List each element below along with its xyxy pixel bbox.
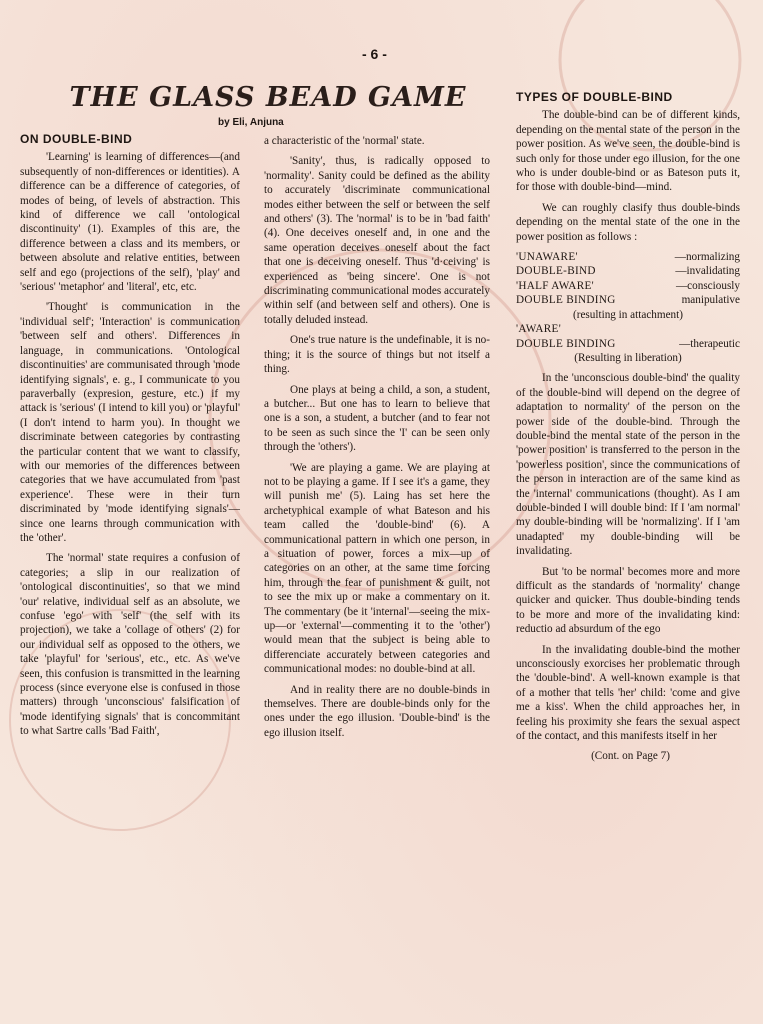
paragraph: The 'normal' state requires a confusion of categories; a slip in our realization of 'ontological discontinuities', so that we mind 'our' relative, individual self as an absolute, we confuse 'ego' with 'self' (the self with its projection), we take a 'collage of others' (2) for our individual self as opposed to the others, we take 'playful' for 'serious', etc., etc. As we've seen, this confusion is transmitted in the learning process (since everyone else is confused in those matters) through 'unconscious' falsification of 'mode identifying signals' that is concommitant to what Sartre calls 'Bad Faith', bbox=[20, 552, 240, 738]
type-row bbox=[516, 322, 740, 336]
paragraph: We can roughly clasify thus double-binds depending on the mental state of the one in the power position as follows : bbox=[516, 201, 740, 243]
type-label: DOUBLE BINDING bbox=[516, 294, 616, 307]
page-number: - 6 - bbox=[362, 46, 387, 62]
paragraph: One's true nature is the undefinable, it is no-thing; it is the source of things but not itself a thing. bbox=[264, 334, 490, 376]
type-row bbox=[516, 293, 740, 307]
paragraph: And in reality there are no double-binds in themselves. There are double-binds only for the ones under the ego illusion. 'Double-bind' is the ego illusion itself. bbox=[264, 683, 490, 739]
section-heading: ON DOUBLE-BIND bbox=[20, 132, 133, 146]
column-2 bbox=[264, 134, 490, 746]
section-heading: TYPES OF DOUBLE-BIND bbox=[516, 90, 673, 104]
type-label: DOUBLE BINDING bbox=[516, 337, 616, 350]
type-label: DOUBLE-BIND bbox=[516, 265, 596, 278]
type-label: 'UNAWARE' bbox=[516, 251, 578, 264]
type-effect: —therapeutic bbox=[679, 337, 740, 350]
type-effect: —invalidating bbox=[675, 265, 740, 278]
type-note: (Resulting in liberation) bbox=[574, 351, 682, 364]
article-byline: by Eli, Anjuna bbox=[218, 117, 284, 128]
continued-note: (Cont. on Page 7) bbox=[591, 750, 670, 763]
paragraph: The double-bind can be of different kinds, depending on the mental state of the person in the power position. As we've seen, the double-bind is such only for those under ego illusion, for the one who is under double-bind or as Bateson puts it, for those with double-bind—mind. bbox=[516, 109, 740, 194]
paragraph: In the 'unconscious double-bind' the quality of the double-bind will depend on the degree of adaptation to normality' of the person on the power side of the double-bind. Through the double-bind the mental state of the person in the 'power position' is transferred to the person in the 'powerless position', since the communications of the person in interaction are of the same kind as the 'internal' communications (thought). As I am double-binded I will double bind: If I 'am normal' my double-binding will be 'normalizing'. If I 'am unadapted' my double-binding will be invalidating. bbox=[516, 372, 740, 558]
paragraph: a characteristic of the 'normal' state. bbox=[264, 135, 425, 147]
paragraph: 'Thought' is communication in the 'individual self'; 'Interaction' is communication 'between self and others'. Differences in language, in communications. 'Ontological discontinuities' are communisated through 'mode identifying signals', e. g., I communicate to you paraverbally (expresion, gesture, etc.) if my attack is 'serious' (I intend to kill you) or 'playful' (I don't intend to harm you). In thought we discriminate between categories by contrasting the particular content that we want to classify, with our memories of the differences between categories that we have accumulated from 'past experience'. These were in their turn discriminated by 'mode identifying signals'—since one learns through communication with the 'other'. bbox=[20, 301, 240, 544]
paragraph: In the invalidating double-bind the mother unconsciously exorcises her problematic through the 'double-bind'. A well-known example is that of a mother that tells 'her' child: 'come and give me a kiss'. When the child approaches her, in feeling his proximity she fears the sexual aspect of the contact, and this manifests itself in her bbox=[516, 643, 740, 743]
type-row bbox=[516, 264, 740, 278]
double-bind-types-list bbox=[516, 250, 740, 365]
paragraph: One plays at being a child, a son, a student, a butcher... But one has to learn to believe that one is a son, a student, a butcher (and to fear not to be seen as such since the 'I' can be seen only through the 'others'). bbox=[264, 383, 490, 454]
type-note: (resulting in attachment) bbox=[573, 308, 683, 321]
type-label: 'AWARE' bbox=[516, 323, 562, 336]
column-1 bbox=[20, 132, 240, 745]
article-title: THE GLASS BEAD GAME bbox=[69, 82, 467, 113]
paragraph: 'Sanity', thus, is radically opposed to 'normality'. Sanity could be defined as the ability to accurately 'discriminate communicational modes either between the self or between the self and others' (3). The 'normal' is to be in 'bad faith' (4). One deceives oneself and, in one and the same operation deceives oneself about the fact that one is deceiving oneself. Thus 'd·ceiving' is experienced as 'being sincere'. One is not discriminating communicational modes accurately within self (and between self and others). One is totally deluded instead. bbox=[264, 155, 490, 326]
type-row bbox=[516, 250, 740, 264]
paragraph: 'We are playing a game. We are playing at not to be playing a game. If I see it's a game, they will punish me' (5). Laing has set here the archetyphical example of what Bateson and his team called the 'double-bind' (6). A communicational pattern in which one person, in a situation of power, forces a mix—up of categories on an other, at the same time forcing him, through the fear of punishment & guilt, not to see the mix up or make a commentary on it. The commentary (be it 'internal'—seeing the mix-up—or 'external'—commenting it to the 'other') would mean that the subject is being able to differenciate accurately between categories and communicational modes: no double-bind at all. bbox=[264, 461, 490, 676]
type-row bbox=[516, 279, 740, 293]
type-label: 'HALF AWARE' bbox=[516, 279, 594, 292]
type-effect: —consciously bbox=[675, 279, 740, 292]
type-effect: manipulative bbox=[681, 294, 740, 307]
column-3 bbox=[516, 90, 740, 764]
paragraph: But 'to be normal' becomes more and more difficult as the standards of 'normality' change quicker and quicker. Thus double-binding tends to be more and more of the invalidating kind: reductio ad absurdum of the ego bbox=[516, 565, 740, 636]
paragraph: 'Learning' is learning of differences—(and subsequently of non-differences or identities). A difference can be a difference of categories, of modes of being, of levels of abstraction. This kind of difference we call 'ontological discontinuity' (1). Examples of this are, the difference between a class and its members, or between absolute and relative entities, between self and ego (projections of the self), 'play' and 'serious' 'metaphor' and 'literal', etc, etc. bbox=[20, 151, 240, 294]
type-row bbox=[516, 337, 740, 351]
type-effect: —normalizing bbox=[674, 251, 740, 264]
